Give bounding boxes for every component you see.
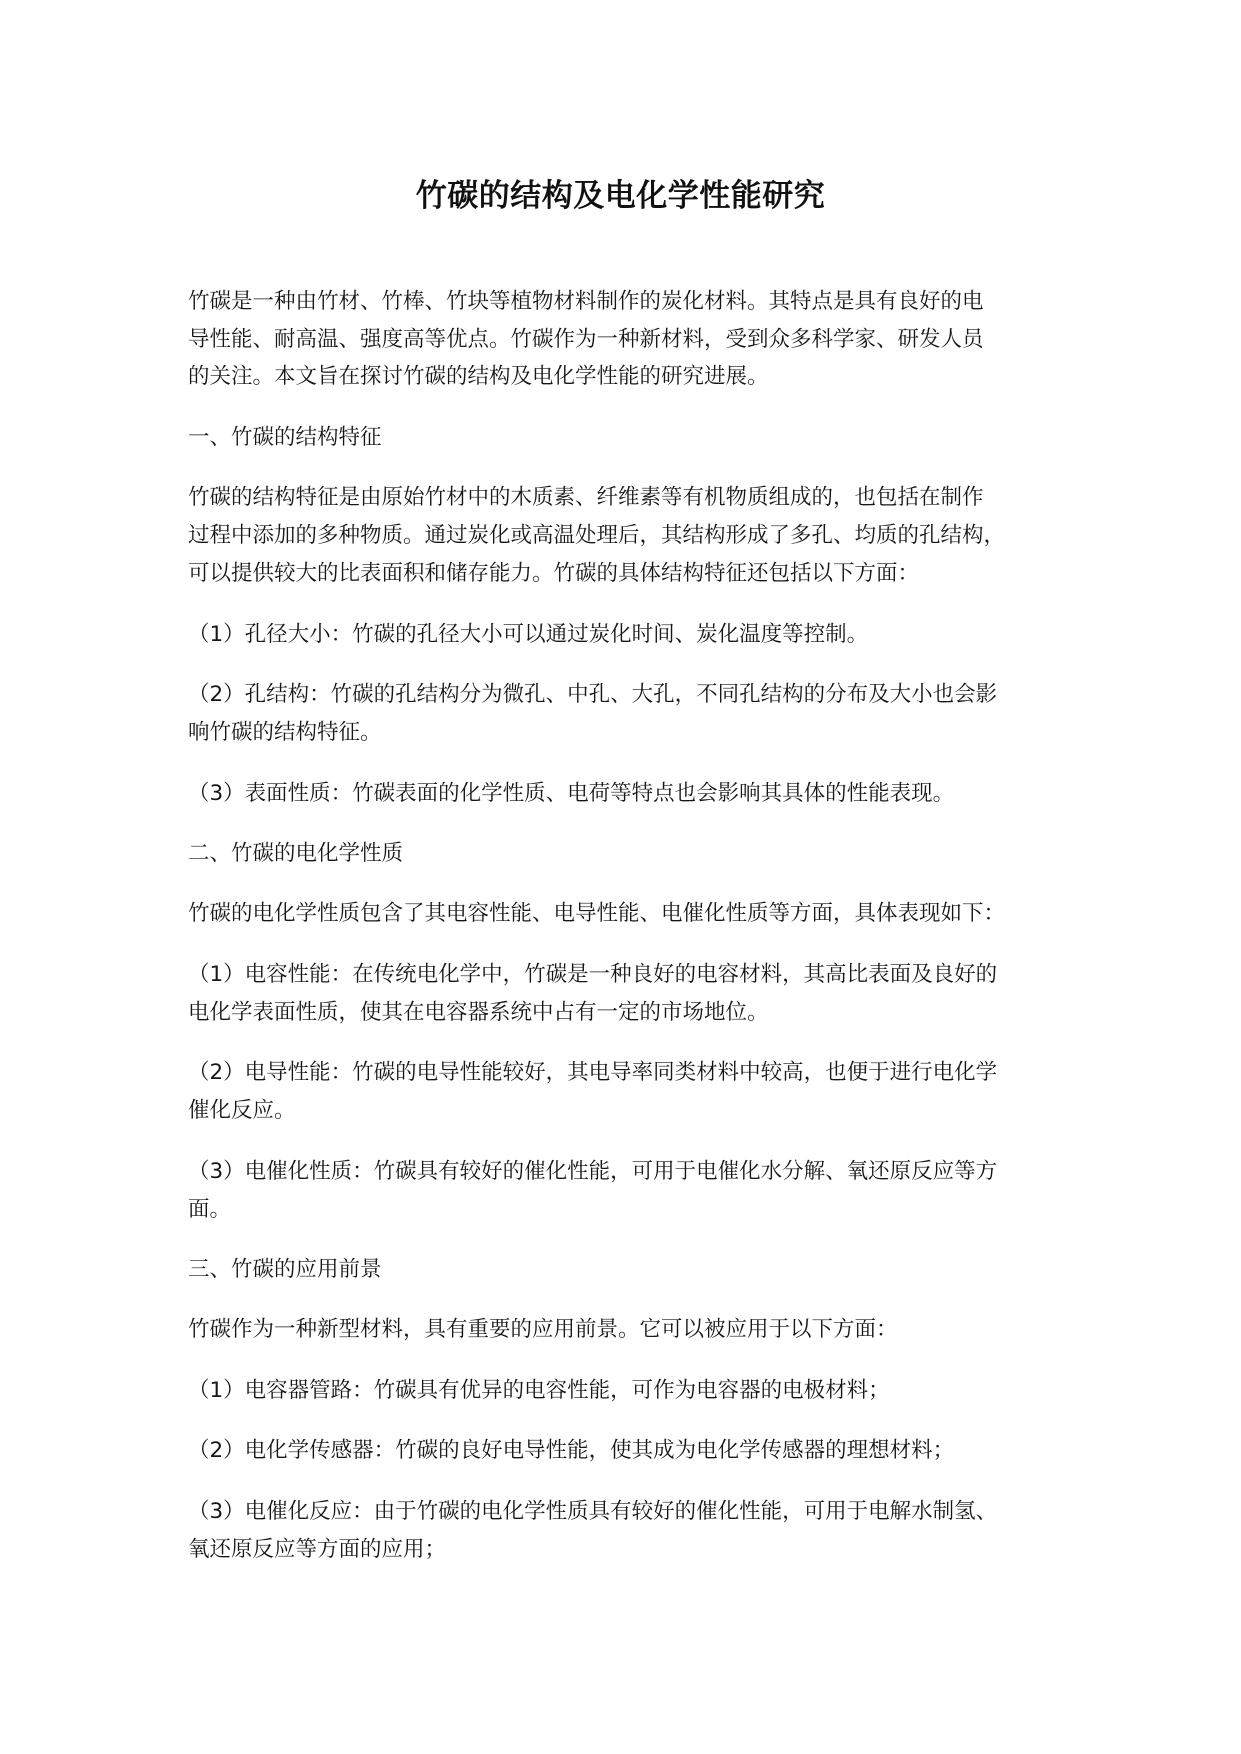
section-heading-1: 一、竹碳的结构特征 (188, 425, 382, 450)
paragraph-line: 竹碳作为一种新型材料，具有重要的应用前景。它可以被应用于以下方面： (188, 1317, 898, 1342)
list-item-line: （3）电催化性质：竹碳具有较好的催化性能，可用于电催化水分解、氧还原反应等方 (188, 1159, 998, 1184)
list-item-line: 面。 (188, 1197, 232, 1222)
list-item-line: （2）孔结构：竹碳的孔结构分为微孔、中孔、大孔，不同孔结构的分布及大小也会影 (188, 682, 998, 707)
list-item-line: 响竹碳的结构特征。 (188, 720, 382, 745)
intro-line-1: 竹碳是一种由竹材、竹棒、竹块等植物材料制作的炭化材料。其特点是具有良好的电 (188, 289, 984, 314)
section-heading-2: 二、竹碳的电化学性质 (188, 841, 404, 866)
paragraph-line: 竹碳的结构特征是由原始竹材中的木质素、纤维素等有机物质组成的，也包括在制作 (188, 485, 984, 510)
document-title: 竹碳的结构及电化学性能研究 (415, 178, 826, 214)
section-heading-3: 三、竹碳的应用前景 (188, 1257, 382, 1282)
list-item-line: （1）电容性能：在传统电化学中，竹碳是一种良好的电容材料，其高比表面及良好的 (188, 962, 998, 987)
list-item-line: （2）电化学传感器：竹碳的良好电导性能，使其成为电化学传感器的理想材料； (188, 1438, 955, 1463)
list-item-line: （3）电催化反应：由于竹碳的电化学性质具有较好的催化性能，可用于电解水制氢、 (188, 1499, 998, 1524)
list-item-line: （1）孔径大小：竹碳的孔径大小可以通过炭化时间、炭化温度等控制。 (188, 622, 869, 647)
list-item-line: 催化反应。 (188, 1098, 296, 1123)
paragraph-line: 过程中添加的多种物质。通过炭化或高温处理后，其结构形成了多孔、均质的孔结构， (188, 523, 1006, 548)
paragraph-line: 竹碳的电化学性质包含了其电容性能、电导性能、电催化性质等方面，具体表现如下： (188, 901, 1006, 926)
list-item-line: 电化学表面性质，使其在电容器系统中占有一定的市场地位。 (188, 1000, 769, 1025)
paragraph-line: 可以提供较大的比表面积和储存能力。竹碳的具体结构特征还包括以下方面： (188, 561, 920, 586)
intro-line-2: 导性能、耐高温、强度高等优点。竹碳作为一种新材料，受到众多科学家、研发人员 (188, 327, 984, 352)
list-item-line: （1）电容器管路：竹碳具有优异的电容性能，可作为电容器的电极材料； (188, 1378, 890, 1403)
list-item-line: （2）电导性能：竹碳的电导性能较好，其电导率同类材料中较高，也便于进行电化学 (188, 1060, 998, 1085)
list-item-line: 氧还原反应等方面的应用； (188, 1537, 447, 1562)
list-item-line: （3）表面性质：竹碳表面的化学性质、电荷等特点也会影响其具体的性能表现。 (188, 781, 955, 806)
intro-line-3: 的关注。本文旨在探讨竹碳的结构及电化学性能的研究进展。 (188, 364, 769, 389)
